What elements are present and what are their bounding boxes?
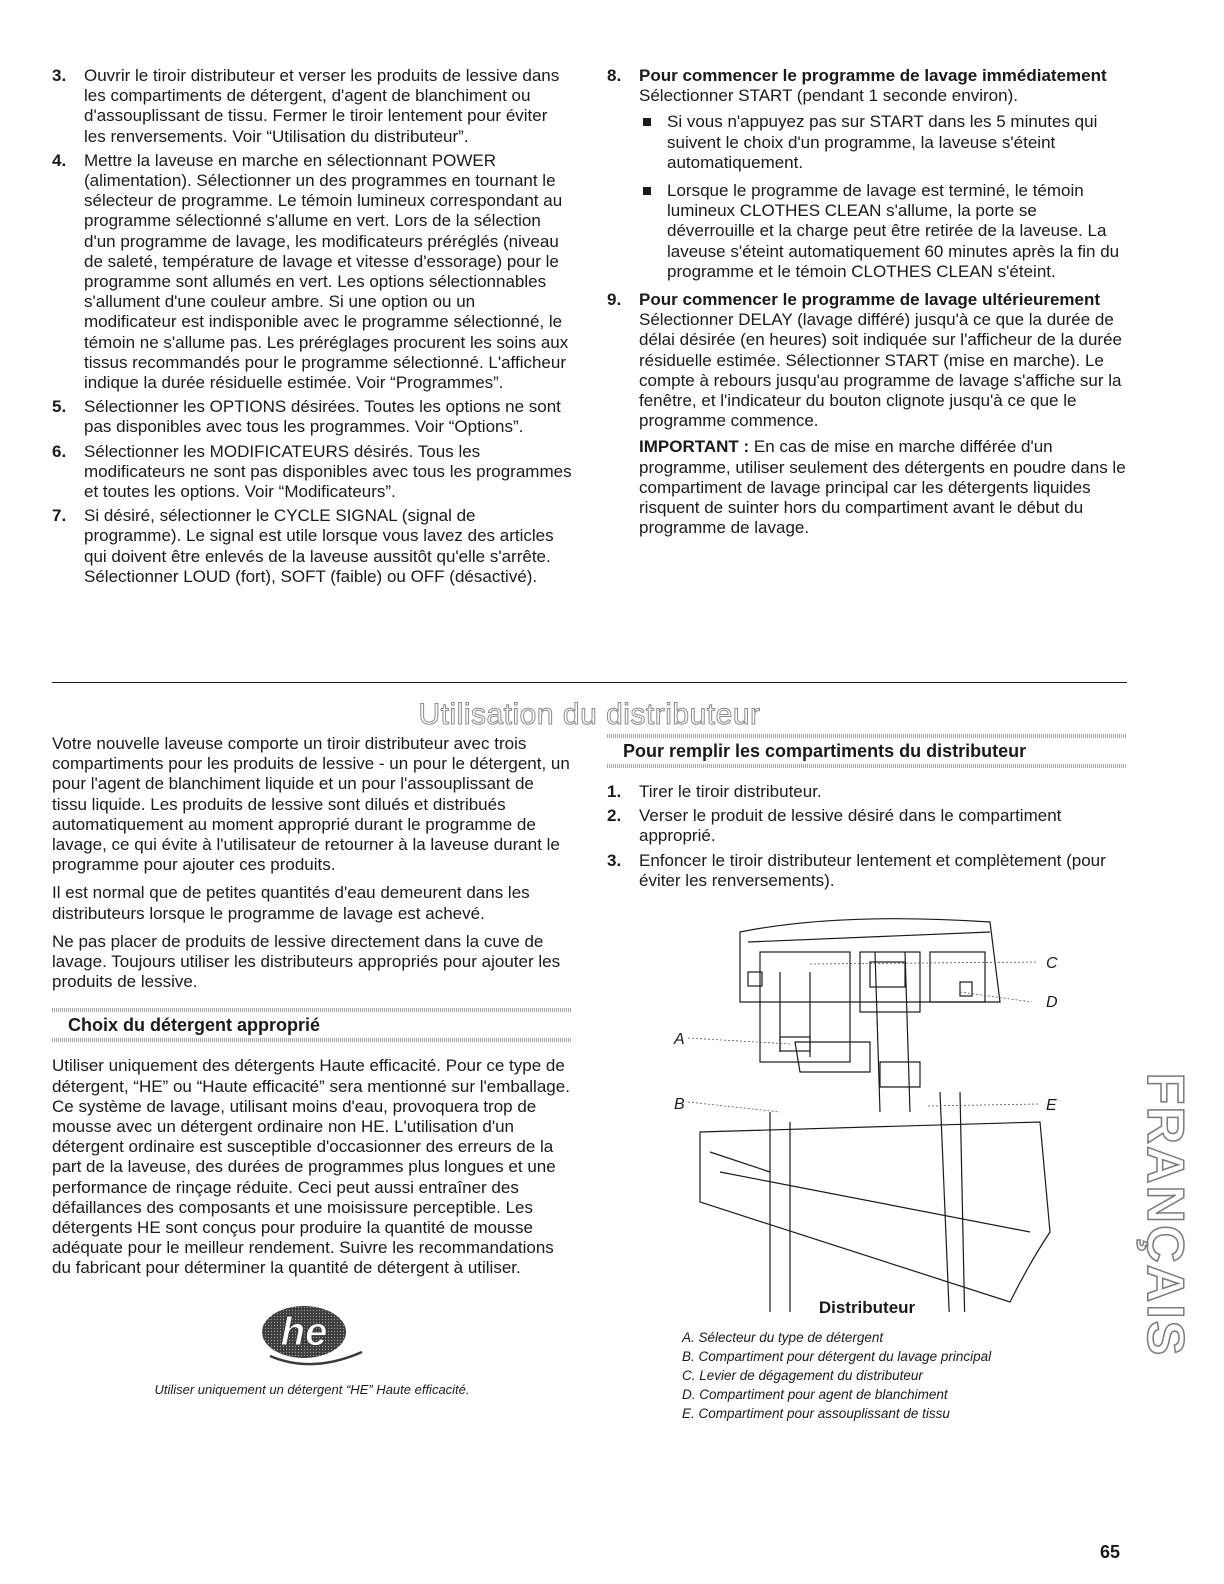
step-8-title: Pour commencer le programme de lavage immédiatement xyxy=(639,66,1107,85)
page-number: 65 xyxy=(1100,1542,1121,1562)
label-d: D xyxy=(1046,994,1058,1011)
fill-heading: Pour remplir les compartiments du distributeur xyxy=(623,741,1027,761)
step-8: 8. Pour commencer le programme de lavage immédiatement Sélectionner START (pendant 1 seconde environ). Si vous n'appuyez pas sur START dans les 5 minutes qui suivent le choix d'un programme, la laveuse s'éteint automatiquement. Lorsque le programme de lavage est terminé, le témoin lumineux CLOTHES CLEAN s'allume, la porte se déverrouille et la charge peut être retirée de la laveuse. La laveuse s'éteint automatiquement 60 minutes après la fin du programme et le témoin CLOTHES CLEAN s'éteint. xyxy=(607,66,1127,282)
bullet-item: Si vous n'appuyez pas sur START dans les 5 minutes qui suivent le choix d'un programme, la laveuse s'éteint automatiquement. xyxy=(639,112,1127,173)
intro-paragraph: Il est normal que de petites quantités d'eau demeurent dans les distributeurs lorsque le programme de lavage est achevé. xyxy=(52,883,530,923)
intro-column xyxy=(52,734,572,1287)
list-item: 3. Ouvrir le tiroir distributeur et verser les produits de lessive dans les compartiments de détergent, d'agent de blanchiment ou d'assouplissant de tissu. Fermer le tiroir lentement pour éviter les renversements. Voir “Utilisation du distributeur”. xyxy=(52,66,560,146)
left-steps-column xyxy=(52,66,572,591)
label-e: E xyxy=(1046,1097,1057,1114)
list-item: 3. Enfoncer le tiroir distributeur lentement et complètement (pour éviter les renversements). xyxy=(607,850,1106,890)
he-logo xyxy=(252,1300,372,1370)
step-9: 9. Pour commencer le programme de lavage ultérieurement Sélectionner DELAY (lavage différé) jusqu'à ce que la durée de délai désirée (en heures) soit indiquée sur l'afficheur de la durée résiduelle estimée. Sélectionner START (mise en marche). Le compte à rebours jusqu'au programme de lavage s'affiche sur la fenêtre, et l'indicateur du bouton clignote jusqu'à ce que le programme commence. IMPORTANT : En cas de mise en marche différée d'un programme, utiliser seulement des détergents en poudre dans le compartiment de lavage principal car les détergents liquides risquent de suinter hors du compartiment avant le début du programme de lavage. xyxy=(607,290,1126,538)
list-item: 6. Sélectionner les MODIFICATEURS désirés. Tous les modificateurs ne sont pas disponibles avec tous les programmes et toutes les options. Voir “Modificateurs”. xyxy=(52,441,572,502)
list-item: 1. Tirer le tiroir distributeur. xyxy=(607,782,822,801)
label-a: A xyxy=(674,1031,685,1048)
intro-paragraph: Votre nouvelle laveuse comporte un tiroir distributeur avec trois compartiments pour les produits de lessive - un pour le détergent, un pour l'agent de blanchiment liquide et un pour l'assouplissant de tissu liquide. Les produits de lessive sont dilués et distribués automatiquement au moment approprié durant le programme de lavage, ce qui évite à l'utilisateur de retourner à la laveuse durant le programme pour ajouter ces produits. xyxy=(52,734,570,875)
detergent-section xyxy=(52,1008,572,1278)
detergent-heading: Choix du détergent approprié xyxy=(68,1015,321,1036)
intro-paragraph: Ne pas placer de produits de lessive directement dans la cuve de lavage. Toujours utiliser les distributeurs appropriés pour ajouter les produits de lessive. xyxy=(52,931,561,992)
list-item: 7. Si désiré, sélectionner le CYCLE SIGNAL (signal de programme). Le signal est utile lorsque vous lavez des articles qui doivent être enlevés de la laveuse aussitôt qu'elle s'arrête. Sélectionner LOUD (fort), SOFT (faible) ou OFF (désactivé). xyxy=(52,506,554,586)
language-side-tab xyxy=(1135,1072,1195,1358)
fill-steps-list xyxy=(607,782,1127,891)
right-steps-column xyxy=(607,66,1127,542)
list-item: 5. Sélectionner les OPTIONS désirées. Toutes les options ne sont pas disponibles avec tous les programmes. Voir “Options”. xyxy=(52,397,561,437)
bullet-item: Lorsque le programme de lavage est terminé, le témoin lumineux CLOTHES CLEAN s'allume, la porte se déverrouille et la charge peut être retirée de la laveuse. La laveuse s'éteint automatiquement 60 minutes après la fin du programme et le témoin CLOTHES CLEAN s'éteint. xyxy=(639,181,1127,282)
legend-item: D. Compartiment pour agent de blanchiment xyxy=(682,1387,948,1402)
important-note: IMPORTANT : En cas de mise en marche différée d'un programme, utiliser seulement des détergents en poudre dans le compartiment de lavage principal car les détergents liquides risquent de suinter hors du compartiment avant le début du programme de lavage. xyxy=(639,437,1126,538)
left-steps-list xyxy=(52,66,572,587)
right-steps-list xyxy=(607,66,1127,538)
language-side-tab-label: FRANÇAIS xyxy=(1136,1072,1194,1358)
label-c: C xyxy=(1046,955,1058,972)
legend-item: C. Levier de dégagement du distributeur xyxy=(682,1368,923,1383)
step-9-title: Pour commencer le programme de lavage ultérieurement xyxy=(639,290,1101,310)
list-item: 2. Verser le produit de lessive désiré dans le compartiment approprié. xyxy=(607,806,1062,846)
fill-section xyxy=(607,734,1127,895)
he-caption: Utiliser uniquement un détergent “HE” Haute efficacité. xyxy=(154,1382,470,1397)
detergent-paragraph: Utiliser uniquement des détergents Haute efficacité. Pour ce type de détergent, “HE” ou “Haute efficacité” sera mentionné sur l'emballage. Ce système de lavage, utilisant moins d'eau, provoquera trop de mousse avec un détergent ordinaire non HE. L'utilisation d'un détergent ordinaire est susceptible d'occasionner des erreurs de la part de la laveuse, des durées de programmes plus longues et une performance de rinçage réduite. Ceci peut aussi entraîner des défaillances des composants et une moisissure perceptible. Les détergents HE sont conçus pour produire la quantité de mousse adéquate pour le meilleur rendement. Suivre les recommandations du fabricant pour déterminer la quantité de détergent à utiliser. xyxy=(52,1056,570,1278)
label-b: B xyxy=(674,1096,685,1113)
legend-item: B. Compartiment pour détergent du lavage principal xyxy=(682,1349,992,1364)
hatch-rule xyxy=(52,1038,572,1042)
he-logo-text: he xyxy=(280,1310,328,1354)
dispenser-diagram xyxy=(660,912,1080,1312)
legend-item: E. Compartiment pour assouplissant de tissu xyxy=(682,1406,950,1421)
diagram-title: Distributeur xyxy=(818,1298,916,1317)
section-title: Utilisation du distributeur xyxy=(418,698,761,731)
hatch-rule xyxy=(607,764,1127,768)
diagram-legend xyxy=(682,1328,1122,1423)
legend-item: A. Sélecteur du type de détergent xyxy=(682,1330,884,1345)
section-divider xyxy=(52,682,1127,683)
list-item: 4. Mettre la laveuse en marche en sélectionnant POWER (alimentation). Sélectionner un des programmes en tournant le sélecteur de programme. Le témoin lumineux correspondant au programme sélectionné s'allume en vert. Lors de la sélection d'un programme de lavage, les modificateurs préréglés (niveau de saleté, température de lavage et vitesse d'essorage) pour le programme sont allumés en vert. Les options sélectionnables s'allument d'une couleur ambre. Si une option ou un modificateur est indisponible avec le programme sélectionné, le témoin ne s'allume pas. Les préréglages procurent les soins aux tissus recommandés pour le programme sélectionné. L'afficheur indique la durée résiduelle estimée. Voir “Programmes”. xyxy=(52,150,569,393)
step-8-bullets xyxy=(639,112,1127,282)
he-logo-block xyxy=(52,1300,572,1397)
